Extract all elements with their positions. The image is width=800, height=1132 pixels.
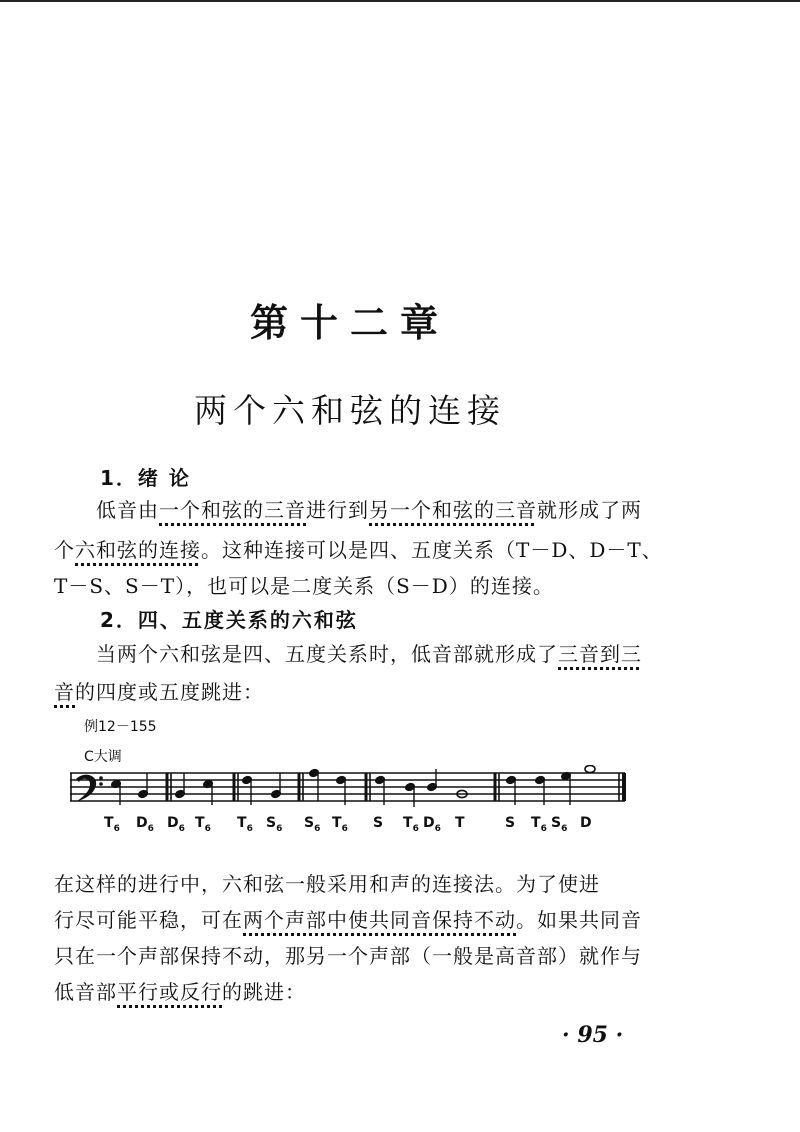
top-border [0, 0, 800, 2]
bass-clef-icon [76, 775, 103, 802]
page-number: · 95 · [562, 1022, 624, 1048]
text-line: 在这样的进行中，六和弦一般采用和声的连接法。为了使进 [54, 872, 600, 896]
text-line: 音的四度或五度跳进： [54, 680, 264, 704]
chapter-title: 两个六和弦的连接 [194, 391, 506, 430]
chord-function-label: $T_6$ [332, 815, 348, 834]
chord-function-label: $T_6$ [403, 815, 419, 834]
chord-function-label: $T_6$ [237, 815, 253, 834]
text-line: T－S、S－T），也可以是二度关系（S－D）的连接。 [54, 574, 554, 598]
text-line: 低音由一个和弦的三音进行到另一个和弦的三音就形成了两 [96, 498, 642, 522]
chord-function-label: $T_6$ [104, 815, 120, 834]
section-heading-2: 2．四、五度关系的六和弦 [100, 608, 358, 632]
key-label: C大调 [84, 749, 122, 765]
chord-function-label: $S_6$ [266, 815, 283, 834]
chord-function-label: $S_6$ [304, 815, 321, 834]
chord-function-label: $T_6$ [531, 815, 547, 834]
text-line: 当两个六和弦是四、五度关系时，低音部就形成了三音到三 [96, 642, 642, 666]
chord-function-label: S [505, 815, 516, 831]
text-line: 行尽可能平稳，可在两个声部中使共同音保持不动。如果共同音 [54, 908, 642, 932]
chord-function-label: S [373, 815, 384, 831]
chord-function-label: $S_6$ [551, 815, 568, 834]
chord-function-label: T [455, 815, 465, 831]
text-line: 个六和弦的连接。这种连接可以是四、五度关系（T－D、D－T、 [54, 538, 663, 562]
chord-function-label: $T_6$ [195, 815, 211, 834]
example-label: 例12－155 [84, 719, 157, 735]
chord-function-label: D [580, 815, 592, 831]
music-staff [70, 765, 630, 815]
chapter-number: 第十二章 [249, 301, 450, 345]
chord-function-label: $D_6$ [423, 815, 441, 834]
text-line: 低音部平行或反行的跳进： [54, 980, 306, 1004]
text-line: 只在一个声部保持不动，那另一个声部（一般是高音部）就作与 [54, 944, 642, 968]
section-heading-1: 1．绪 论 [100, 466, 191, 490]
chord-function-label: $D_6$ [136, 815, 154, 834]
chord-function-label: $D_6$ [167, 815, 185, 834]
